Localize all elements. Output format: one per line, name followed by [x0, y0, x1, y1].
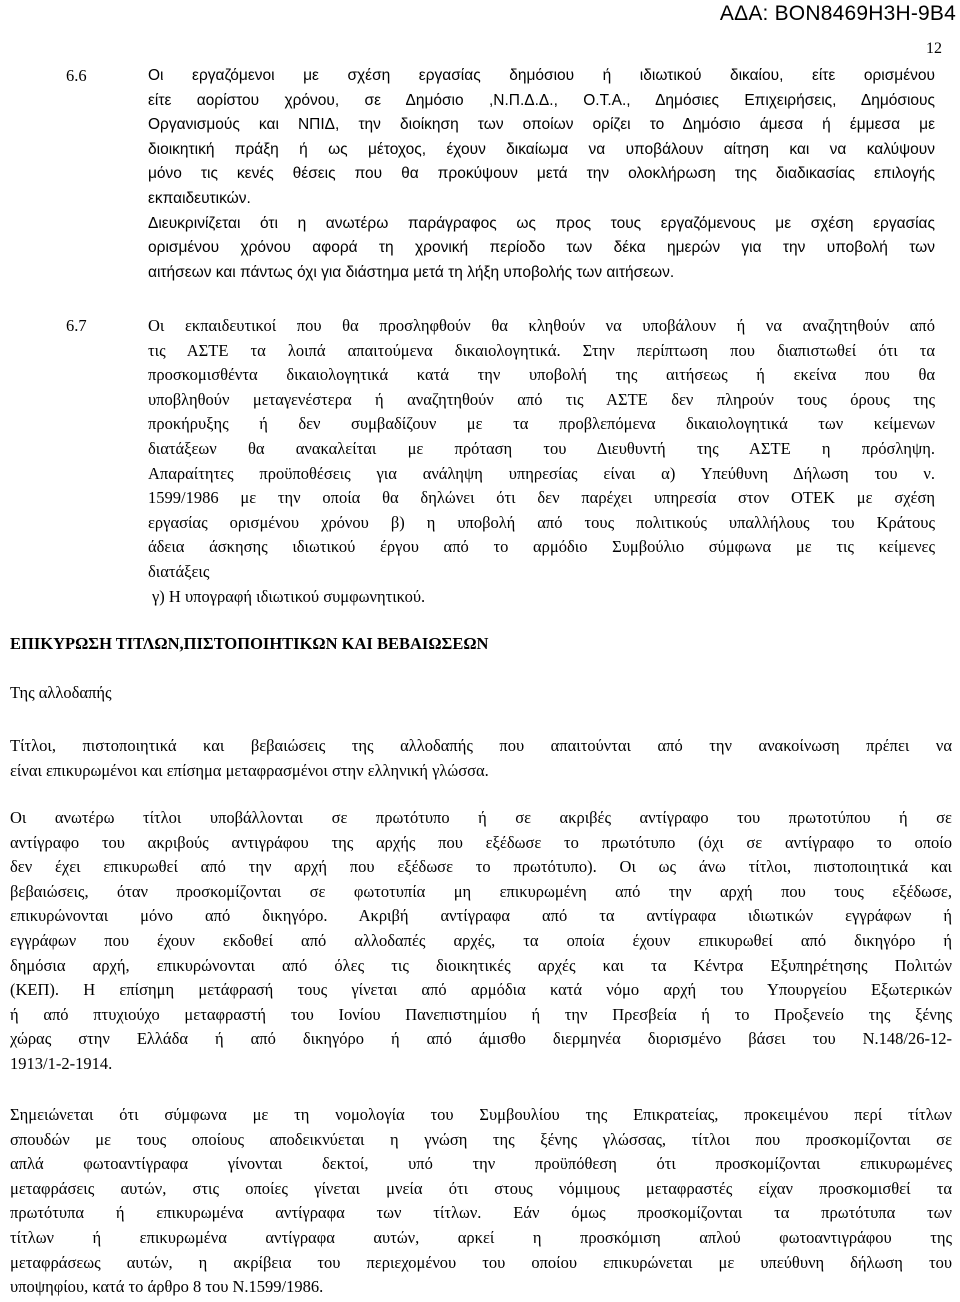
text-line: Οι ανωτέρω τίτλοι υποβάλλονται σε πρωτότυπο ή σε ακριβές αντίγραφο του πρωτοτύπου ή σε	[10, 808, 952, 827]
text-line: προκήρυξης ή δεν συμβαδίζουν με τα προβλεπόμενα δικαιολογητικά των κείμενων	[148, 414, 935, 434]
ada-identifier: ΑΔΑ: ΒΟΝ8469Η3Η-9Β4	[719, 2, 956, 25]
text-line: είναι επικυρωμένοι και επίσημα μεταφρασμένοι στην ελληνική γλώσσα.	[10, 760, 489, 780]
text-line: πρωτότυπα ή επικυρωμένα αντίγραφα των τίτλων. Εάν όμως προσκομίζονται τα πρωτότυπα των	[10, 1203, 952, 1223]
page-number: 12	[926, 40, 942, 57]
text-line: (ΚΕΠ). Η επίσημη μετάφρασή τους γίνεται από αρμόδια κατά νόμο αρχή του Υπουργείου Εξωτερικών	[10, 980, 952, 1000]
text-line: δημόσια αρχή, επικυρώνονται από όλες τις διοικητικές αρχές και τα Κέντρα Εξυπηρέτησης Πολιτών	[10, 955, 952, 975]
text-line: γ) Η υπογραφή ιδιωτικού συμφωνητικού.	[152, 586, 426, 606]
text-line: χώρας στην Ελλάδα ή από δικηγόρο ή από άμισθο διερμηνέα διορισμένο βάσει του Ν.148/26-12-	[10, 1029, 952, 1049]
text-line: Διευκρινίζεται ότι η ανωτέρω παράγραφος ως προς τους εργαζόμενους με σχέση εργασίας	[148, 214, 935, 232]
text-line: βεβαιώσεις, όταν προσκομίζονται σε φωτοτυπία μη επικυρωμένη από την αρχή που τους εξέδωσε,	[10, 881, 952, 901]
text-line: επικυρώνονται μόνο από δικηγόρο. Ακριβή αντίγραφα από τα αντίγραφα ιδιωτικών εγγράφων ή	[10, 906, 952, 926]
text-line: Οι εκπαιδευτικοί που θα προσληφθούν θα κληθούν να υποβάλουν ή να αναζητηθούν από	[148, 316, 935, 335]
text-line: σπουδών με τους οποίους αποδεικνύεται η γνώση της ξένης γλώσσας, τίτλοι που προσκομίζονται σε	[10, 1129, 952, 1149]
section-6-7-number: 6.7	[66, 316, 87, 335]
section-subheading: Της αλλοδαπής	[10, 683, 112, 702]
text-line: Οργανισμούς και ΝΠΙΔ, την διοίκηση των οποίων ορίζει το Δημόσιο άμεσα ή έμμεσα με	[148, 116, 935, 134]
text-line: αντίγραφο του ακριβούς αντιγράφου της αρχής που εξέδωσε το πρωτότυπο (όχι σε αντίγραφο το οποίο	[10, 832, 952, 852]
section-heading: ΕΠΙΚΥΡΩΣΗ ΤΙΤΛΩΝ,ΠΙΣΤΟΠΟΙΗΤΙΚΩΝ ΚΑΙ ΒΕΒΑΙΩΣΕΩΝ	[10, 634, 489, 653]
text-line: 1913/1-2-1914.	[10, 1054, 113, 1073]
text-line: 1599/1986 με την οποία θα δηλώνει ότι δεν παρέχει υπηρεσία στον ΟΤΕΚ με σχέση	[148, 488, 935, 508]
text-line: εκπαιδευτικών.	[148, 190, 251, 207]
text-line: αιτήσεων και πάντως όχι για διάστημα μετά τη λήξη υποβολής των αιτήσεων.	[148, 263, 675, 281]
text-line: Οι εργαζόμενοι με σχέση εργασίας δημόσιου ή ιδιωτικού δικαίου, είτε ορισμένου	[148, 67, 935, 84]
text-line: εργασίας ορισμένου χρόνου β) η υποβολή από τους πολιτικούς υπαλλήλους του Κράτους	[148, 512, 935, 532]
text-line: τίτλων ή επικυρωμένα αντίγραφα αυτών, αρκεί η προσκόμιση απλού φωτοαντιγράφου της	[10, 1228, 952, 1247]
text-line: Σημειώνεται ότι σύμφωνα με τη νομολογία του Συμβουλίου της Επικρατείας, προκειμένου περί τίτλων	[10, 1105, 952, 1124]
text-line: εγγράφων που έχουν εκδοθεί από αλλοδαπές αρχές, τα οποία έχουν επικυρωθεί από δικηγόρο ή	[10, 931, 952, 950]
text-line: ή από πτυχιούχο μεταφραστή του Ιονίου Πανεπιστημίου ή την Πρεσβεία ή το Προξενείο της ξένης	[10, 1004, 952, 1024]
text-line: υποψηφίου, κατά το άρθρο 8 του Ν.1599/1986.	[10, 1277, 324, 1297]
text-line: είτε αορίστου χρόνου, σε Δημόσιο ,Ν.Π.Δ.Δ., Ο.Τ.Α., Δημόσιες Επιχειρήσεις, Δημόσιους	[148, 91, 935, 109]
text-line: διατάξεις	[148, 562, 210, 581]
text-line: υποβληθούν μεταγενέστερα ή αναζητηθούν από τις ΑΣΤΕ δεν πληρούν τους όρους της	[148, 389, 935, 409]
text-line: διατάξεων θα ανακαλείται με πρόταση του Διευθυντή της ΑΣΤΕ η πρόσληψη.	[148, 439, 935, 458]
text-line: απλά φωτοαντίγραφα γίνονται δεκτοί, υπό την προϋπόθεση ότι προσκομίζονται επικυρωμένες	[10, 1154, 952, 1174]
section-6-6-number: 6.6	[66, 66, 87, 85]
text-line: διοικητική πράξη ή ως μέτοχος, έχουν δικαίωμα να υποβάλουν αίτηση και να καλύψουν	[148, 140, 935, 158]
text-line: μεταφράσεως αυτών, η ακρίβεια του περιεχομένου του οποίου επικυρώνεται με υπεύθυνη δήλωση του	[10, 1252, 952, 1272]
text-line: ορισμένου χρόνου αφορά τη χρονική περίοδο των δέκα ημερών για την υποβολή των	[148, 239, 935, 257]
text-line: άδεια άσκησης ιδιωτικού έργου από το αρμόδιο Συμβούλιο σύμφωνα με τις κείμενες	[148, 537, 935, 557]
text-line: μόνο τις κενές θέσεις που θα προκύψουν μετά την ολοκλήρωση της διαδικασίας επιλογής	[148, 165, 935, 183]
text-line: προσκομισθέντα δικαιολογητικά κατά την υποβολή της αιτήσεως ή εκείνα που θα	[148, 365, 935, 385]
text-line: Τίτλοι, πιστοποιητικά και βεβαιώσεις της αλλοδαπής που απαιτούνται από την ανακοίνωση πρέπει να	[10, 736, 952, 755]
text-line: Απαραίτητες προϋποθέσεις για ανάληψη υπηρεσίας είναι α) Υπεύθυνη Δήλωση του ν.	[148, 463, 935, 483]
text-line: μεταφράσεις αυτών, στις οποίες γίνεται μνεία ότι στους νόμιμους μεταφραστές είχαν προσκομισθεί τα	[10, 1178, 952, 1198]
text-line: τις ΑΣΤΕ τα λοιπά απαιτούμενα δικαιολογητικά. Στην περίπτωση που διαπιστωθεί ότι τα	[148, 340, 935, 360]
text-line: δεν έχει επικυρωθεί από την αρχή που εξέδωσε το πρωτότυπο). Οι ως άνω τίτλοι, πιστοποιητικά και	[10, 857, 952, 877]
